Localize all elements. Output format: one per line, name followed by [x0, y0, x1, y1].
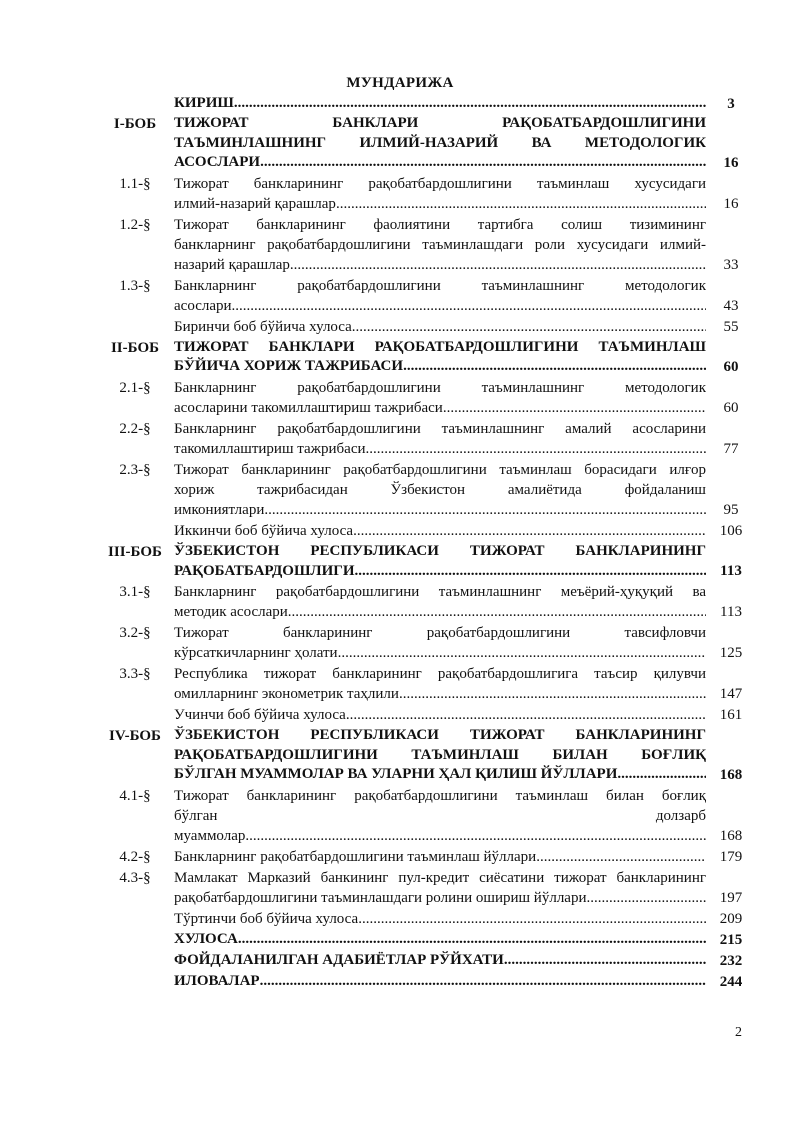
dot-leader: [288, 602, 706, 622]
toc-entry-page: 179: [719, 848, 743, 865]
toc-entry-line: бўлган долзарб: [174, 807, 706, 824]
toc-entry-title: [174, 94, 706, 114]
toc-entry[interactable]: [96, 951, 756, 971]
toc-entry-title: [174, 174, 706, 214]
toc-entry-page: 33: [723, 256, 739, 273]
toc-entry-line: Тижорат банкларининг рақобатбардошлигини таъминлаш билан боғлиқ: [174, 787, 706, 804]
toc-entry-title: [174, 930, 706, 950]
toc-entry-title: [174, 726, 706, 785]
dot-leader: [234, 94, 706, 114]
toc-entry-title: [174, 847, 706, 867]
toc-entry-line: Тижорат банкларининг фаолиятини тартибга солиш тизимининг: [174, 216, 706, 233]
toc-entry-title: [174, 868, 706, 908]
toc-entry-number: II-БОБ: [110, 339, 160, 356]
toc-entry-number: 2.2-§: [119, 420, 151, 437]
toc-entry-page: 106: [719, 522, 743, 539]
toc-entry[interactable]: [96, 786, 756, 846]
toc-entry-number: IV-БОБ: [109, 728, 161, 745]
toc-entry-line: КИРИШ: [174, 95, 234, 111]
toc-entry-line: ИЛОВАЛАР: [174, 972, 260, 989]
toc-entry-number: 4.2-§: [119, 848, 151, 865]
toc-entry-line: илмий-назарий қарашлар: [174, 195, 336, 212]
dot-leader: [260, 153, 706, 173]
toc-entry-number: [96, 94, 174, 114]
toc-entry-number: 4.3-§: [119, 869, 151, 886]
toc-entry-line: РАҚОБАТБАРДОШЛИГИНИ ТАЪМИНЛАШ БИЛАН БОҒЛИҚ: [174, 746, 706, 763]
toc-entry-number: 3.3-§: [119, 666, 151, 683]
toc-entry-line: методик асослари: [174, 604, 288, 621]
dot-leader: [504, 951, 706, 971]
toc-entry[interactable]: [96, 909, 756, 929]
toc-entry-number: 4.1-§: [119, 787, 151, 804]
toc-entry-line: Учинчи боб бўйича хулоса: [174, 707, 346, 724]
toc-entry[interactable]: [96, 460, 756, 520]
toc-entry-title: [174, 521, 706, 541]
toc-entry[interactable]: [96, 378, 756, 418]
toc-entry-number: [96, 972, 174, 992]
toc-entry[interactable]: [96, 930, 756, 950]
toc-entry-number: 1.1-§: [119, 175, 151, 192]
toc-entry-page: 16: [723, 154, 739, 171]
toc-entry-page: 43: [723, 297, 739, 314]
toc-entry[interactable]: [96, 868, 756, 908]
toc-entry-line: ХУЛОСА: [174, 930, 238, 947]
toc-entry-page: 161: [719, 707, 743, 724]
toc-entry[interactable]: [96, 726, 756, 785]
toc-entry[interactable]: [96, 419, 756, 459]
toc-entry-page: 3: [727, 96, 735, 112]
toc-entry-page: 215: [719, 931, 743, 948]
toc-entry[interactable]: [96, 338, 756, 377]
dot-leader: [366, 439, 706, 459]
toc-entry-title: [174, 419, 706, 459]
toc-entry-page: 113: [720, 604, 742, 621]
dot-leader: [443, 398, 706, 418]
toc-entry-line: АСОСЛАРИ: [174, 154, 261, 171]
toc-entry-page: 55: [723, 318, 739, 335]
dot-leader: [354, 562, 706, 582]
dot-leader: [290, 255, 706, 275]
toc-entry-page: 168: [719, 827, 743, 844]
toc-entry-page: 125: [719, 645, 743, 662]
dot-leader: [336, 194, 706, 214]
toc-entry-line: Банкларнинг рақобатбардошлигини таъминлашнинг амалий асосларини: [174, 420, 706, 437]
toc-entry-line: ТИЖОРАТ БАНКЛАРИ РАҚОБАТБАРДОШЛИГИНИ: [174, 115, 706, 131]
toc-entry-line: Тижорат банкларининг рақобатбардошлигини таъминлаш хусусидаги: [174, 175, 706, 192]
toc-entry-page: 197: [719, 889, 743, 906]
toc-entry-line: такомиллаштириш тажрибаси: [174, 440, 366, 457]
toc-entry-title: [174, 786, 706, 846]
toc-entry-number: III-БОБ: [108, 543, 162, 560]
toc-entry-number: 2.1-§: [119, 379, 151, 396]
toc-entry-line: БЎЛГАН МУАММОЛАР ВА УЛАРНИ ҲАЛ ҚИЛИШ ЙЎЛЛАРИ: [174, 766, 618, 783]
toc-entry-line: рақобатбардошлигини таъминлашдаги ролини ошириш йўллари: [174, 889, 587, 906]
toc-entry-title: [174, 542, 706, 581]
toc-entry-number: 2.3-§: [119, 461, 151, 478]
toc-entry-page: 113: [720, 563, 742, 580]
toc-entry[interactable]: [96, 542, 756, 581]
toc-entry-number: I-БОБ: [113, 116, 157, 132]
dot-leader: [403, 357, 706, 377]
dot-leader: [245, 826, 706, 846]
toc-entry-line: Республика тижорат банкларининг рақобатбардошлигига таъсир қилувчи: [174, 666, 706, 683]
dot-leader: [338, 643, 706, 663]
toc-entry-line: Банкларнинг рақобатбардошлигини таъминлаш йўллари: [174, 848, 537, 865]
toc-entry-line: Банкларнинг рақобатбардошлигини таъминлашнинг методологик: [174, 277, 706, 294]
toc-entry[interactable]: [96, 94, 756, 114]
toc-entry-line: ЎЗБЕКИСТОН РЕСПУБЛИКАСИ ТИЖОРАТ БАНКЛАРИНИНГ: [174, 727, 706, 744]
page-number: 2: [735, 1025, 742, 1040]
toc-entry-title: [174, 276, 706, 316]
toc-entry[interactable]: [96, 114, 756, 173]
toc-entry-line: РАҚОБАТБАРДОШЛИГИ: [174, 562, 355, 579]
toc-entry-line: Иккинчи боб бўйича хулоса: [174, 522, 354, 539]
page-title: МУНДАРИЖА: [346, 75, 454, 91]
dot-leader: [238, 930, 706, 950]
toc-entry-number: [96, 951, 174, 971]
toc-entry-title: [174, 664, 706, 704]
toc-entry-page: 60: [723, 399, 739, 416]
toc-entry-title: [174, 338, 706, 377]
dot-leader: [346, 705, 706, 725]
toc-entry-line: кўрсаткичларнинг ҳолати: [174, 645, 338, 662]
toc-entry-number: 3.1-§: [119, 584, 151, 601]
toc-entry-page: 232: [719, 952, 743, 969]
toc-entry-title: [174, 114, 706, 173]
toc-entry-line: Тўртинчи боб бўйича хулоса: [174, 910, 359, 927]
toc-entry-title: [174, 951, 706, 971]
toc-entry-line: ТАЪМИНЛАШНИНГ ИЛМИЙ-НАЗАРИЙ ВА МЕТОДОЛОГИК: [174, 134, 706, 151]
toc-entry-line: муаммолар: [174, 827, 246, 844]
toc-entry-number: [96, 705, 174, 725]
toc-entry-title: [174, 582, 706, 622]
dot-leader: [264, 500, 706, 520]
toc-entry-title: [174, 705, 706, 725]
table-of-contents: [96, 94, 756, 993]
toc-entry-number: [96, 930, 174, 950]
dot-leader: [232, 296, 706, 316]
toc-entry-page: 16: [723, 195, 739, 212]
toc-entry-number: [96, 909, 174, 929]
toc-entry-number: 1.3-§: [119, 277, 151, 294]
toc-entry-page: 244: [719, 973, 743, 990]
toc-entry[interactable]: [96, 521, 756, 541]
toc-entry[interactable]: [96, 705, 756, 725]
toc-entry-line: Мамлакат Марказий банкининг пул-кредит сиёсатини тижорат банкларининг: [174, 869, 706, 886]
toc-entry-page: 77: [723, 440, 739, 457]
toc-entry-number: [96, 521, 174, 541]
toc-entry-page: 95: [723, 501, 739, 518]
toc-entry-line: БЎЙИЧА ХОРИЖ ТАЖРИБАСИ: [174, 358, 404, 375]
toc-entry-page: 209: [719, 910, 743, 927]
toc-entry[interactable]: [96, 317, 756, 337]
toc-entry-line: асослари: [174, 297, 232, 314]
toc-entry[interactable]: [96, 664, 756, 704]
toc-entry-line: Тижорат банкларининг рақобатбардошлигини таъминлаш борасидаги илғор: [174, 461, 706, 478]
dot-leader: [358, 909, 706, 929]
toc-entry-number: [96, 317, 174, 337]
toc-entry[interactable]: [96, 623, 756, 663]
toc-entry-title: [174, 623, 706, 663]
dot-leader: [353, 521, 706, 541]
toc-entry-title: [174, 378, 706, 418]
dot-leader: [617, 765, 706, 785]
dot-leader: [587, 888, 707, 908]
toc-entry-line: Тижорат банкларининг рақобатбардошлигини тавсифловчи: [174, 625, 706, 642]
toc-entry-title: [174, 215, 706, 275]
toc-entry-line: ФОЙДАЛАНИЛГАН АДАБИЁТЛАР РЎЙХАТИ: [174, 951, 504, 968]
toc-entry-page: 147: [719, 686, 743, 703]
toc-entry[interactable]: [96, 847, 756, 867]
toc-entry-line: асосларини такомиллаштириш тажрибаси: [174, 399, 443, 416]
toc-entry[interactable]: [96, 215, 756, 275]
toc-entry[interactable]: [96, 276, 756, 316]
toc-entry-line: хориж тажрибасидан Ўзбекистон амалиётида фойдаланиш: [174, 481, 706, 498]
toc-entry-page: 60: [723, 358, 739, 375]
toc-entry-line: омилларнинг эконометрик таҳлили: [174, 686, 399, 703]
toc-entry[interactable]: [96, 174, 756, 214]
toc-entry-line: имкониятлари: [174, 501, 265, 518]
toc-entry-page: 168: [719, 766, 743, 783]
toc-entry[interactable]: [96, 582, 756, 622]
toc-entry-line: ЎЗБЕКИСТОН РЕСПУБЛИКАСИ ТИЖОРАТ БАНКЛАРИНИНГ: [174, 542, 706, 559]
toc-entry-line: Банкларнинг рақобатбардошлигини таъминлашнинг меъёрий-ҳуқуқий ва: [174, 584, 706, 601]
dot-leader: [399, 684, 706, 704]
toc-entry-title: [174, 972, 706, 992]
dot-leader: [260, 972, 706, 992]
toc-entry-title: [174, 460, 706, 520]
toc-entry-title: [174, 317, 706, 337]
toc-entry-number: 1.2-§: [119, 216, 151, 233]
toc-entry-line: Биринчи боб бўйича хулоса: [174, 318, 352, 335]
toc-entry-title: [174, 909, 706, 929]
dot-leader: [352, 317, 706, 337]
toc-entry-number: 3.2-§: [119, 625, 151, 642]
toc-entry-line: банкларнинг рақобатбардошлигини таъминлашдаги роли хусусидаги илмий-: [174, 236, 706, 253]
toc-entry[interactable]: [96, 972, 756, 992]
toc-entry-line: Банкларнинг рақобатбардошлигини таъминлашнинг методологик: [174, 379, 706, 396]
dot-leader: [536, 847, 706, 867]
toc-entry-line: назарий қарашлар: [174, 256, 290, 273]
toc-entry-line: ТИЖОРАТ БАНКЛАРИ РАҚОБАТБАРДОШЛИГИНИ ТАЪМИНЛАШ: [174, 338, 706, 355]
